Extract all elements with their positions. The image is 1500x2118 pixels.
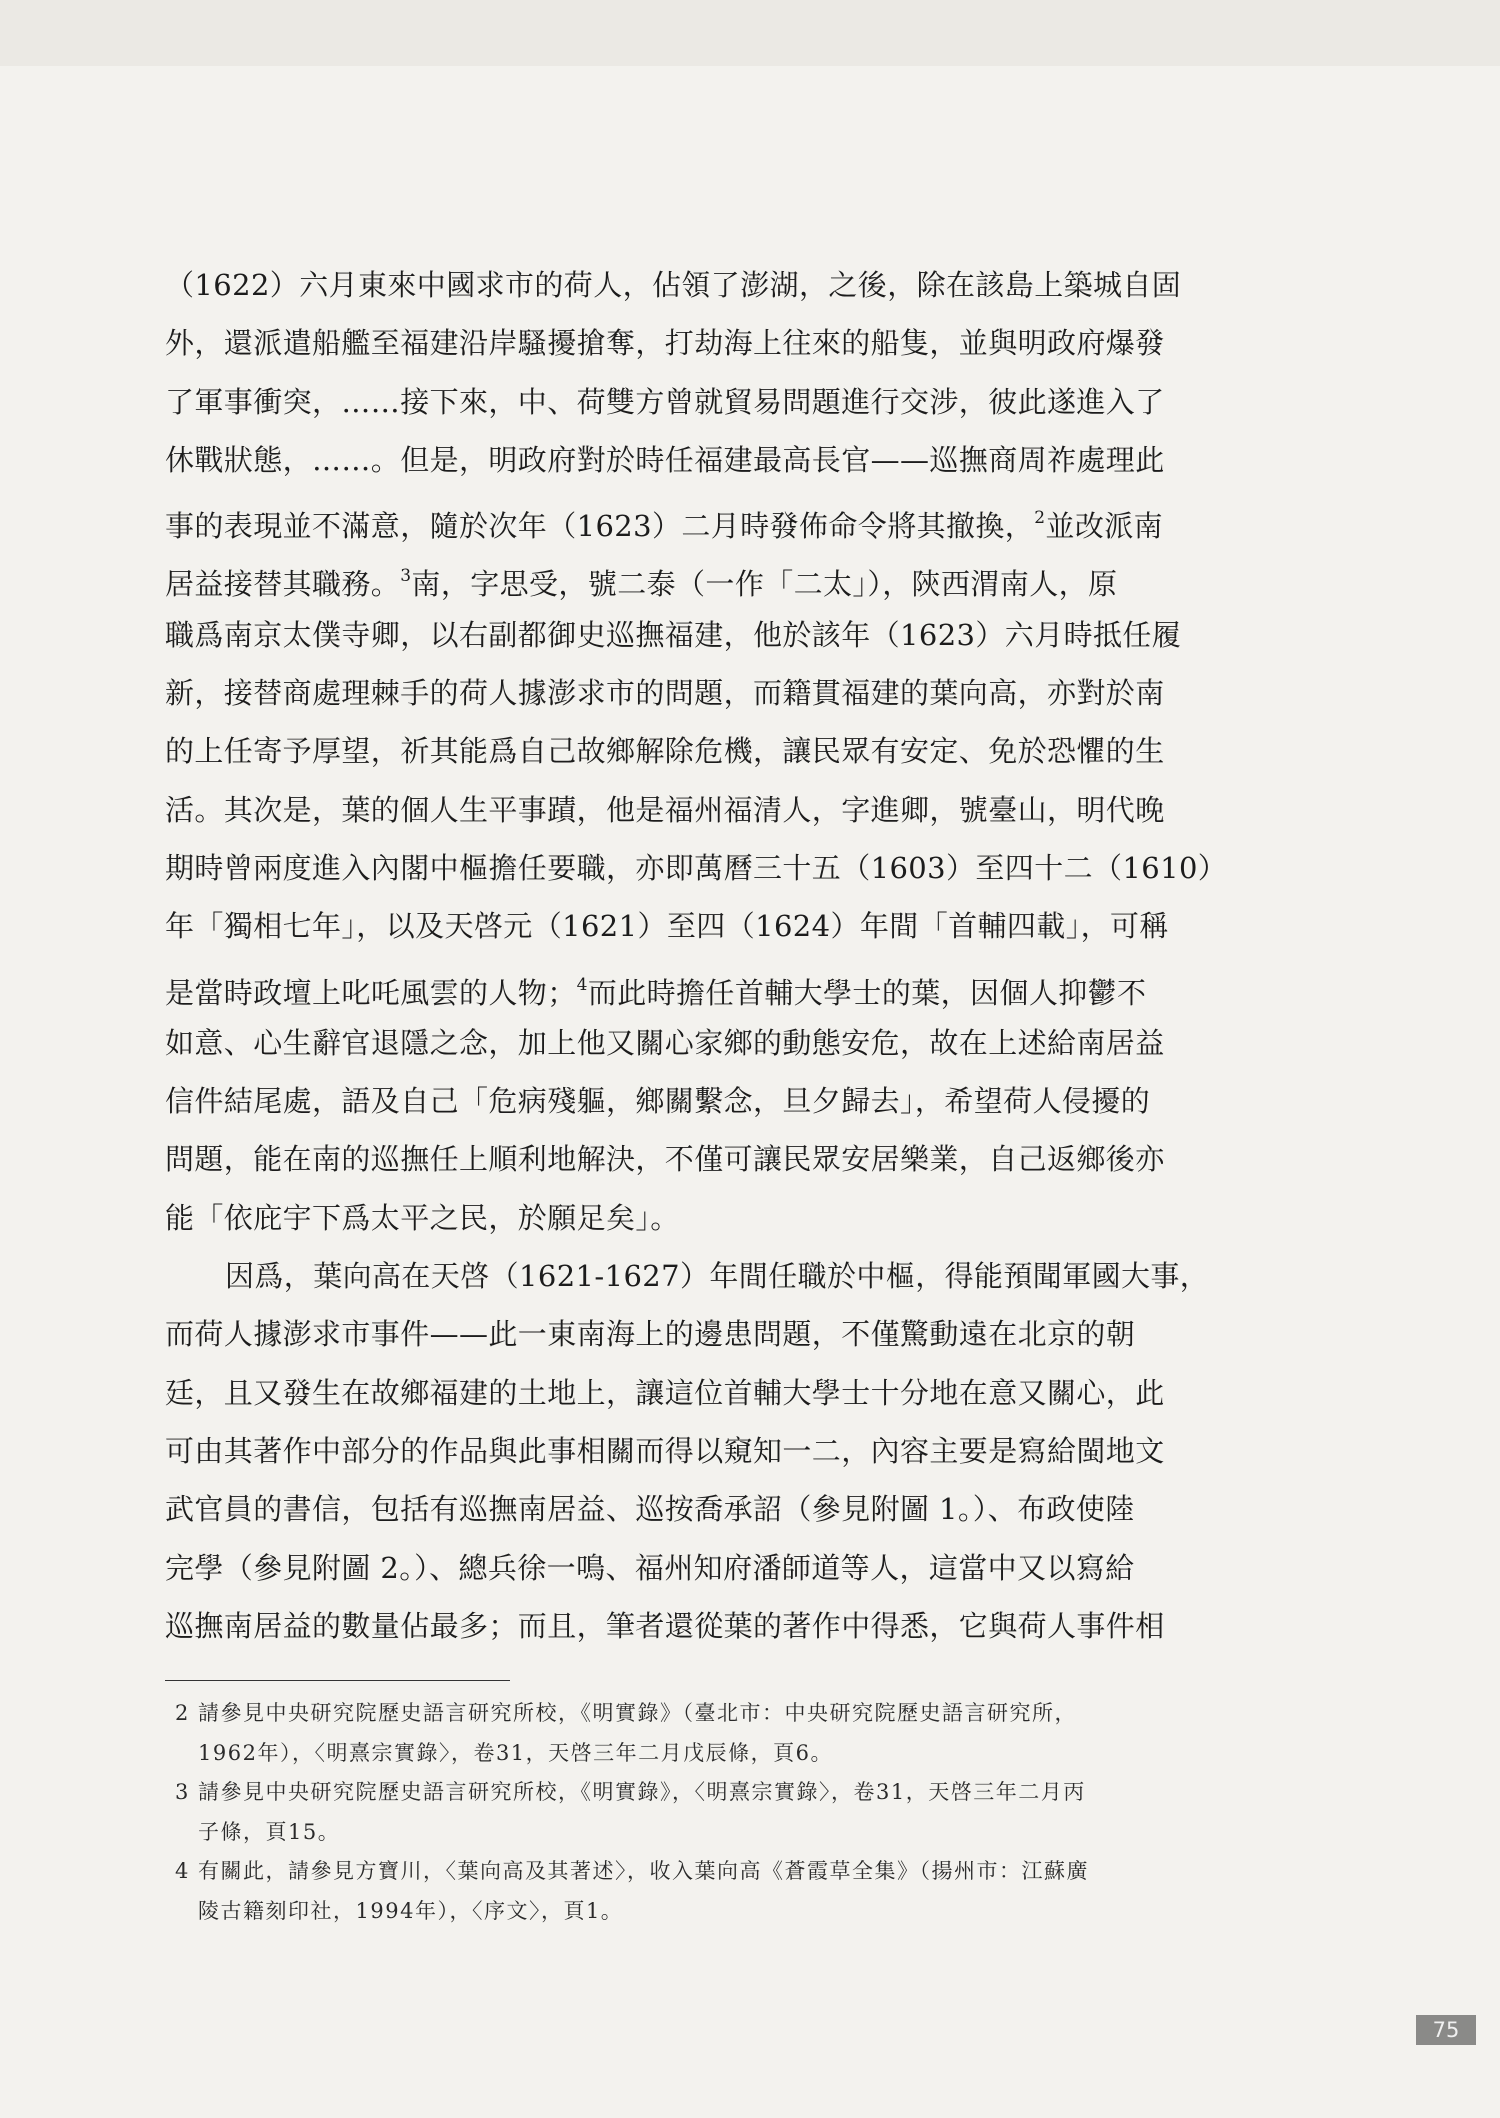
body-line: 問題，能在南的巡撫任上順利地解決，不僅可讓民眾安居樂業，自己返鄉後亦 (165, 1142, 1165, 1177)
body-line (165, 547, 1285, 605)
paragraph-start-line: 因爲，葉向高在天啓（1621-1627）年間任職於中樞，得能預聞軍國大事， (225, 1259, 1210, 1294)
footnote-2-continued: 1962年），〈明熹宗實錄〉，卷31，天啓三年二月戊辰條，頁6。 (198, 1740, 834, 1765)
footnote-2: 2 請參見中央研究院歷史語言研究所校，《明實錄》（臺北市：中央研究院歷史語言研究所， (175, 1701, 1078, 1725)
body-line: 休戰狀態，……。但是，明政府對於時任福建最高長官——巡撫商周祚處理此 (165, 442, 1165, 477)
body-line: 職爲南京太僕寺卿，以右副都御史巡撫福建，他於該年（1623）六月時抵任履 (165, 617, 1182, 652)
body-line-text: 而此時擔任首輔大學士的葉，因個人抑鬱不 (587, 975, 1147, 1010)
body-line-text: 南，字思受，號二泰（一作「二太」），陝西渭南人，原 (411, 567, 1118, 602)
footnote-3-continued: 子條，頁15。 (198, 1819, 341, 1844)
body-text (165, 256, 1285, 1655)
body-line: 武官員的書信，包括有巡撫南居益、巡按喬承詔（參見附圖 1。）、布政使陸 (165, 1492, 1135, 1527)
body-line: 的上任寄予厚望，祈其能爲自己故鄉解除危機，讓民眾有安定、免於恐懼的生 (165, 734, 1165, 769)
body-line: 外，還派遣船艦至福建沿岸騷擾搶奪，打劫海上往來的船隻，並與明政府爆發 (165, 326, 1165, 361)
footnotes (175, 1694, 1285, 1931)
body-line: 而荷人據澎求市事件——此一東南海上的邊患問題，不僅驚動遠在北京的朝 (165, 1317, 1136, 1352)
body-line (165, 956, 1285, 1014)
body-line: 期時曾兩度進入內閣中樞擔任要職，亦即萬曆三十五（1603）至四十二（1610） (165, 850, 1228, 885)
body-line: 活。其次是，葉的個人生平事蹟，他是福州福清人，字進卿，號臺山，明代晚 (165, 792, 1165, 827)
body-line: 完學（參見附圖 2。）、總兵徐一鳴、福州知府潘師道等人，這當中又以寫給 (165, 1550, 1135, 1585)
body-line: 信件結尾處，語及自己「危病殘軀，鄉關繫念，旦夕歸去」，希望荷人侵擾的 (165, 1084, 1151, 1119)
body-line: 可由其著作中部分的作品與此事相關而得以窺知一二，內容主要是寫給閩地文 (165, 1433, 1165, 1468)
body-line: 廷，且又發生在故鄉福建的土地上，讓這位首輔大學士十分地在意又關心，此 (165, 1375, 1165, 1410)
body-line: 了軍事衝突，……接下來，中、荷雙方曾就貿易問題進行交涉，彼此遂進入了 (165, 384, 1165, 419)
footnote-4-continued: 陵古籍刻印社，1994年），〈序文〉，頁1。 (198, 1898, 624, 1923)
footnote-4: 4 有關此，請參見方寶川，〈葉向高及其著述〉，收入葉向高《蒼霞草全集》（揚州市：江蘇廣 (175, 1859, 1090, 1883)
body-line: 能「依庇宇下爲太平之民，於願足矣」。 (165, 1200, 680, 1235)
page-number: 75 (1416, 2015, 1476, 2045)
body-line: 年「獨相七年」，以及天啓元（1621）至四（1624）年間「首輔四載」，可稱 (165, 909, 1169, 944)
footnote-ref-3[interactable]: 3 (400, 566, 412, 587)
footnote-divider (165, 1680, 510, 1681)
body-line (165, 489, 1285, 547)
body-line-text: 並改派南 (1045, 509, 1164, 544)
body-line-text: 是當時政壇上叱吒風雲的人物； (165, 975, 577, 1010)
footnote-ref-4[interactable]: 4 (576, 974, 588, 995)
footnote-ref-2[interactable]: 2 (1034, 508, 1046, 529)
body-line: 巡撫南居益的數量佔最多；而且，筆者還從葉的著作中得悉，它與荷人事件相 (165, 1608, 1165, 1643)
body-line: （1622）六月東來中國求市的荷人，佔領了澎湖，之後，除在該島上築城自固 (165, 268, 1182, 302)
body-line-text: 事的表現並不滿意，隨於次年（1623）二月時發佈命令將其撤換， (165, 509, 1035, 544)
body-line: 新，接替商處理棘手的荷人據澎求市的問題，而籍貫福建的葉向高，亦對於南 (165, 676, 1165, 711)
body-line-text: 居益接替其職務。 (165, 567, 401, 602)
body-line: 如意、心生辭官退隱之念，加上他又關心家鄉的動態安危，故在上述給南居益 (165, 1025, 1165, 1060)
footnote-3: 3 請參見中央研究院歷史語言研究所校，《明實錄》，〈明熹宗實錄〉，卷31，天啓三年二月丙 (175, 1780, 1086, 1804)
